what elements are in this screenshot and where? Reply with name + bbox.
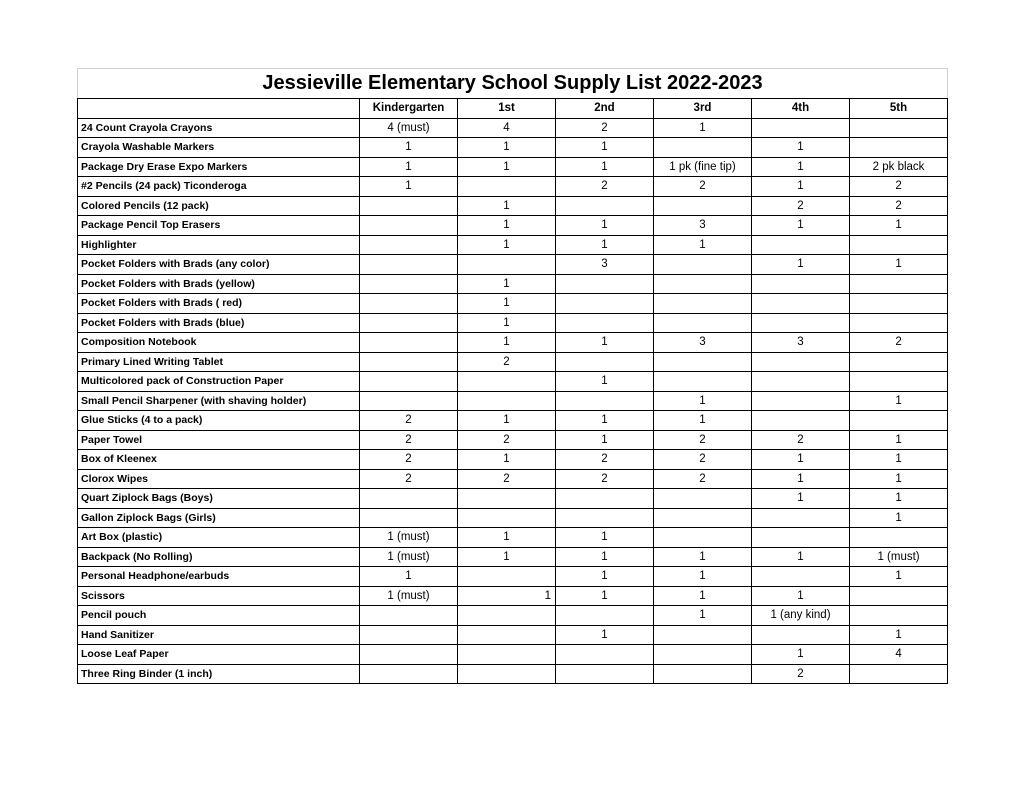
supply-quantity-cell: 3 xyxy=(752,333,850,353)
supply-quantity-cell: 1 xyxy=(850,255,948,275)
table-row xyxy=(78,430,948,450)
supply-item-name: Package Dry Erase Expo Markers xyxy=(78,157,360,177)
supply-quantity-cell xyxy=(752,528,850,548)
supply-quantity-cell xyxy=(556,508,654,528)
table-row xyxy=(78,333,948,353)
supply-quantity-cell xyxy=(360,625,458,645)
supply-item-name: Paper Towel xyxy=(78,430,360,450)
supply-item-name: Glue Sticks (4 to a pack) xyxy=(78,411,360,431)
supply-quantity-cell: 1 xyxy=(654,118,752,138)
supply-quantity-cell: 3 xyxy=(556,255,654,275)
supply-item-name: Crayola Washable Markers xyxy=(78,138,360,158)
supply-item-name: Pocket Folders with Brads (yellow) xyxy=(78,274,360,294)
supply-rows xyxy=(78,118,948,684)
supply-quantity-cell: 1 xyxy=(458,274,556,294)
supply-quantity-cell: 1 xyxy=(850,489,948,509)
supply-quantity-cell: 1 xyxy=(752,645,850,665)
supply-quantity-cell: 4 xyxy=(850,645,948,665)
supply-item-name: Gallon Ziplock Bags (Girls) xyxy=(78,508,360,528)
supply-quantity-cell: 2 xyxy=(850,333,948,353)
supply-quantity-cell xyxy=(360,352,458,372)
supply-item-name: Pocket Folders with Brads ( red) xyxy=(78,294,360,314)
supply-quantity-cell: 1 xyxy=(850,391,948,411)
supply-quantity-cell xyxy=(850,586,948,606)
supply-quantity-cell: 2 xyxy=(556,469,654,489)
supply-quantity-cell xyxy=(752,411,850,431)
grade-header: 4th xyxy=(752,99,850,119)
supply-quantity-cell xyxy=(850,138,948,158)
document-title: Jessieville Elementary School Supply List 2022-2023 xyxy=(78,69,948,99)
table-row xyxy=(78,352,948,372)
supply-quantity-cell xyxy=(556,274,654,294)
table-row xyxy=(78,255,948,275)
supply-quantity-cell: 1 xyxy=(458,235,556,255)
supply-quantity-cell xyxy=(458,177,556,197)
supply-quantity-cell xyxy=(654,508,752,528)
table-row xyxy=(78,391,948,411)
table-row xyxy=(78,606,948,626)
supply-quantity-cell: 3 xyxy=(654,333,752,353)
supply-quantity-cell: 2 xyxy=(556,177,654,197)
supply-quantity-cell xyxy=(752,313,850,333)
supply-item-name: Box of Kleenex xyxy=(78,450,360,470)
table-row xyxy=(78,157,948,177)
table-row xyxy=(78,625,948,645)
table-row xyxy=(78,645,948,665)
supply-quantity-cell xyxy=(556,664,654,684)
table-row xyxy=(78,118,948,138)
table-row xyxy=(78,489,948,509)
supply-quantity-cell: 1 xyxy=(654,411,752,431)
supply-quantity-cell: 2 xyxy=(360,430,458,450)
item-column-header xyxy=(78,99,360,119)
supply-quantity-cell: 1 xyxy=(654,567,752,587)
supply-quantity-cell xyxy=(752,372,850,392)
supply-quantity-cell xyxy=(752,235,850,255)
supply-item-name: Multicolored pack of Construction Paper xyxy=(78,372,360,392)
supply-quantity-cell: 2 xyxy=(458,352,556,372)
supply-quantity-cell: 1 xyxy=(556,235,654,255)
table-row xyxy=(78,216,948,236)
supply-quantity-cell: 2 xyxy=(556,118,654,138)
supply-quantity-cell: 1 (any kind) xyxy=(752,606,850,626)
supply-quantity-cell xyxy=(654,528,752,548)
supply-quantity-cell xyxy=(360,274,458,294)
supply-quantity-cell xyxy=(360,235,458,255)
table-row xyxy=(78,664,948,684)
supply-quantity-cell xyxy=(360,333,458,353)
supply-quantity-cell xyxy=(556,606,654,626)
supply-quantity-cell xyxy=(458,508,556,528)
table-row xyxy=(78,547,948,567)
supply-quantity-cell: 2 xyxy=(360,411,458,431)
supply-item-name: Pocket Folders with Brads (blue) xyxy=(78,313,360,333)
supply-quantity-cell: 1 xyxy=(458,547,556,567)
supply-quantity-cell xyxy=(850,294,948,314)
supply-quantity-cell xyxy=(458,664,556,684)
supply-quantity-cell xyxy=(654,274,752,294)
supply-item-name: Quart Ziplock Bags (Boys) xyxy=(78,489,360,509)
supply-quantity-cell xyxy=(360,196,458,216)
supply-quantity-cell: 1 xyxy=(556,547,654,567)
supply-quantity-cell: 1 (must) xyxy=(360,586,458,606)
supply-item-name: Clorox Wipes xyxy=(78,469,360,489)
supply-item-name: 24 Count Crayola Crayons xyxy=(78,118,360,138)
supply-item-name: Colored Pencils (12 pack) xyxy=(78,196,360,216)
supply-quantity-cell: 2 xyxy=(752,196,850,216)
grade-header: Kindergarten xyxy=(360,99,458,119)
supply-quantity-cell: 1 xyxy=(360,138,458,158)
supply-item-name: Pocket Folders with Brads (any color) xyxy=(78,255,360,275)
supply-item-name: Pencil pouch xyxy=(78,606,360,626)
supply-item-name: Highlighter xyxy=(78,235,360,255)
table-row xyxy=(78,586,948,606)
supply-quantity-cell xyxy=(850,606,948,626)
supply-quantity-cell: 1 xyxy=(850,625,948,645)
supply-quantity-cell xyxy=(556,489,654,509)
grade-header-row xyxy=(78,99,948,119)
supply-quantity-cell xyxy=(556,313,654,333)
supply-quantity-cell: 1 xyxy=(458,196,556,216)
supply-quantity-cell: 1 xyxy=(752,255,850,275)
supply-quantity-cell xyxy=(654,625,752,645)
supply-quantity-cell: 4 (must) xyxy=(360,118,458,138)
table-row xyxy=(78,274,948,294)
supply-quantity-cell: 1 xyxy=(850,216,948,236)
supply-quantity-cell xyxy=(458,372,556,392)
supply-quantity-cell xyxy=(654,352,752,372)
supply-quantity-cell xyxy=(752,274,850,294)
supply-quantity-cell: 1 xyxy=(360,567,458,587)
table-row xyxy=(78,567,948,587)
supply-quantity-cell: 2 xyxy=(654,177,752,197)
supply-quantity-cell xyxy=(556,391,654,411)
table-row xyxy=(78,411,948,431)
supply-quantity-cell: 2 pk black xyxy=(850,157,948,177)
supply-quantity-cell xyxy=(850,372,948,392)
grade-header: 3rd xyxy=(654,99,752,119)
supply-item-name: Three Ring Binder (1 inch) xyxy=(78,664,360,684)
supply-quantity-cell xyxy=(752,567,850,587)
supply-quantity-cell: 1 xyxy=(752,489,850,509)
supply-quantity-cell: 1 xyxy=(752,157,850,177)
supply-quantity-cell xyxy=(850,313,948,333)
grade-header: 1st xyxy=(458,99,556,119)
supply-quantity-cell: 1 xyxy=(850,450,948,470)
supply-quantity-cell xyxy=(850,528,948,548)
supply-quantity-cell xyxy=(850,664,948,684)
supply-quantity-cell: 1 xyxy=(458,216,556,236)
supply-quantity-cell xyxy=(458,489,556,509)
supply-quantity-cell xyxy=(654,645,752,665)
supply-item-name: Personal Headphone/earbuds xyxy=(78,567,360,587)
supply-quantity-cell: 1 xyxy=(752,450,850,470)
supply-quantity-cell xyxy=(458,255,556,275)
supply-quantity-cell xyxy=(654,196,752,216)
supply-quantity-cell: 2 xyxy=(654,430,752,450)
grade-header: 2nd xyxy=(556,99,654,119)
supply-item-name: Package Pencil Top Erasers xyxy=(78,216,360,236)
supply-quantity-cell xyxy=(654,313,752,333)
supply-quantity-cell: 1 xyxy=(850,567,948,587)
supply-quantity-cell xyxy=(458,606,556,626)
supply-quantity-cell: 1 xyxy=(458,157,556,177)
supply-quantity-cell: 1 xyxy=(654,391,752,411)
supply-quantity-cell: 1 xyxy=(556,157,654,177)
supply-item-name: Small Pencil Sharpener (with shaving holder) xyxy=(78,391,360,411)
supply-quantity-cell: 1 xyxy=(458,411,556,431)
supply-quantity-cell: 1 xyxy=(752,177,850,197)
supply-quantity-cell xyxy=(360,216,458,236)
supply-quantity-cell: 1 xyxy=(850,430,948,450)
supply-quantity-cell xyxy=(752,391,850,411)
supply-quantity-cell: 2 xyxy=(752,430,850,450)
table-row xyxy=(78,235,948,255)
supply-quantity-cell: 2 xyxy=(556,450,654,470)
supply-item-name: Backpack (No Rolling) xyxy=(78,547,360,567)
supply-quantity-cell: 1 xyxy=(458,450,556,470)
supply-quantity-cell xyxy=(752,352,850,372)
supply-quantity-cell: 4 xyxy=(458,118,556,138)
table-row xyxy=(78,294,948,314)
supply-quantity-cell xyxy=(556,196,654,216)
supply-quantity-cell xyxy=(458,567,556,587)
supply-quantity-cell xyxy=(458,645,556,665)
supply-quantity-cell xyxy=(360,489,458,509)
supply-quantity-cell xyxy=(850,118,948,138)
supply-quantity-cell: 1 xyxy=(752,216,850,236)
supply-quantity-cell: 1 (must) xyxy=(850,547,948,567)
supply-quantity-cell xyxy=(360,313,458,333)
supply-quantity-cell xyxy=(850,235,948,255)
supply-quantity-cell: 2 xyxy=(850,177,948,197)
supply-quantity-cell: 1 xyxy=(556,625,654,645)
table-row xyxy=(78,313,948,333)
table-row xyxy=(78,508,948,528)
supply-item-name: Loose Leaf Paper xyxy=(78,645,360,665)
supply-quantity-cell: 1 xyxy=(556,528,654,548)
supply-quantity-cell: 1 xyxy=(556,372,654,392)
supply-quantity-cell: 1 xyxy=(752,469,850,489)
supply-item-name: Hand Sanitizer xyxy=(78,625,360,645)
table-row xyxy=(78,528,948,548)
supply-quantity-cell: 1 xyxy=(654,586,752,606)
supply-quantity-cell: 1 xyxy=(458,528,556,548)
supply-quantity-cell: 1 xyxy=(458,586,556,606)
supply-quantity-cell: 1 xyxy=(360,157,458,177)
supply-quantity-cell: 1 pk (fine tip) xyxy=(654,157,752,177)
supply-quantity-cell: 1 xyxy=(654,547,752,567)
supply-quantity-cell: 1 xyxy=(556,216,654,236)
supply-quantity-cell: 1 xyxy=(556,586,654,606)
supply-quantity-cell: 2 xyxy=(360,469,458,489)
table-row xyxy=(78,469,948,489)
supply-quantity-cell xyxy=(360,645,458,665)
supply-quantity-cell: 2 xyxy=(752,664,850,684)
supply-quantity-cell xyxy=(850,352,948,372)
supply-quantity-cell: 1 xyxy=(556,430,654,450)
supply-quantity-cell: 2 xyxy=(654,469,752,489)
supply-quantity-cell: 1 xyxy=(458,294,556,314)
supply-quantity-cell xyxy=(654,255,752,275)
supply-quantity-cell xyxy=(850,411,948,431)
table-row xyxy=(78,177,948,197)
supply-quantity-cell: 3 xyxy=(654,216,752,236)
supply-quantity-cell: 1 xyxy=(360,177,458,197)
table-row xyxy=(78,196,948,216)
supply-quantity-cell xyxy=(556,645,654,665)
supply-quantity-cell: 1 xyxy=(654,606,752,626)
supply-item-name: Composition Notebook xyxy=(78,333,360,353)
supply-quantity-cell: 1 xyxy=(458,333,556,353)
supply-quantity-cell: 2 xyxy=(458,430,556,450)
supply-quantity-cell xyxy=(752,118,850,138)
table-row xyxy=(78,372,948,392)
supply-quantity-cell: 1 xyxy=(458,138,556,158)
table-row xyxy=(78,138,948,158)
supply-quantity-cell xyxy=(850,274,948,294)
supply-quantity-cell: 1 xyxy=(850,508,948,528)
supply-quantity-cell xyxy=(360,664,458,684)
supply-item-name: Scissors xyxy=(78,586,360,606)
supply-quantity-cell xyxy=(752,625,850,645)
supply-quantity-cell: 1 (must) xyxy=(360,547,458,567)
supply-quantity-cell xyxy=(654,664,752,684)
supply-quantity-cell: 1 xyxy=(556,333,654,353)
supply-quantity-cell xyxy=(654,138,752,158)
supply-quantity-cell xyxy=(458,391,556,411)
supply-quantity-cell: 1 xyxy=(556,567,654,587)
supply-quantity-cell: 2 xyxy=(654,450,752,470)
supply-quantity-cell: 1 xyxy=(654,235,752,255)
supply-quantity-cell xyxy=(654,489,752,509)
supply-quantity-cell: 2 xyxy=(360,450,458,470)
grade-header: 5th xyxy=(850,99,948,119)
supply-quantity-cell xyxy=(752,508,850,528)
table-row xyxy=(78,450,948,470)
supply-quantity-cell xyxy=(360,294,458,314)
supply-quantity-cell: 1 xyxy=(752,138,850,158)
supply-quantity-cell: 1 xyxy=(556,411,654,431)
supply-quantity-cell xyxy=(556,294,654,314)
supply-quantity-cell: 1 xyxy=(458,313,556,333)
supply-quantity-cell: 1 xyxy=(752,586,850,606)
supply-quantity-cell xyxy=(752,294,850,314)
supply-quantity-cell xyxy=(360,255,458,275)
supply-quantity-cell: 1 (must) xyxy=(360,528,458,548)
supply-quantity-cell xyxy=(360,372,458,392)
supply-quantity-cell: 1 xyxy=(752,547,850,567)
supply-item-name: #2 Pencils (24 pack) Ticonderoga xyxy=(78,177,360,197)
supply-quantity-cell xyxy=(360,606,458,626)
supply-quantity-cell xyxy=(654,372,752,392)
supply-quantity-cell: 2 xyxy=(850,196,948,216)
supply-quantity-cell: 1 xyxy=(850,469,948,489)
supply-quantity-cell xyxy=(556,352,654,372)
supply-quantity-cell xyxy=(360,508,458,528)
supply-quantity-cell: 2 xyxy=(458,469,556,489)
supply-quantity-cell: 1 xyxy=(556,138,654,158)
supply-quantity-cell xyxy=(654,294,752,314)
supply-quantity-cell xyxy=(360,391,458,411)
supply-item-name: Art Box (plastic) xyxy=(78,528,360,548)
supply-quantity-cell xyxy=(458,625,556,645)
supply-item-name: Primary Lined Writing Tablet xyxy=(78,352,360,372)
supply-list-table xyxy=(77,68,948,684)
